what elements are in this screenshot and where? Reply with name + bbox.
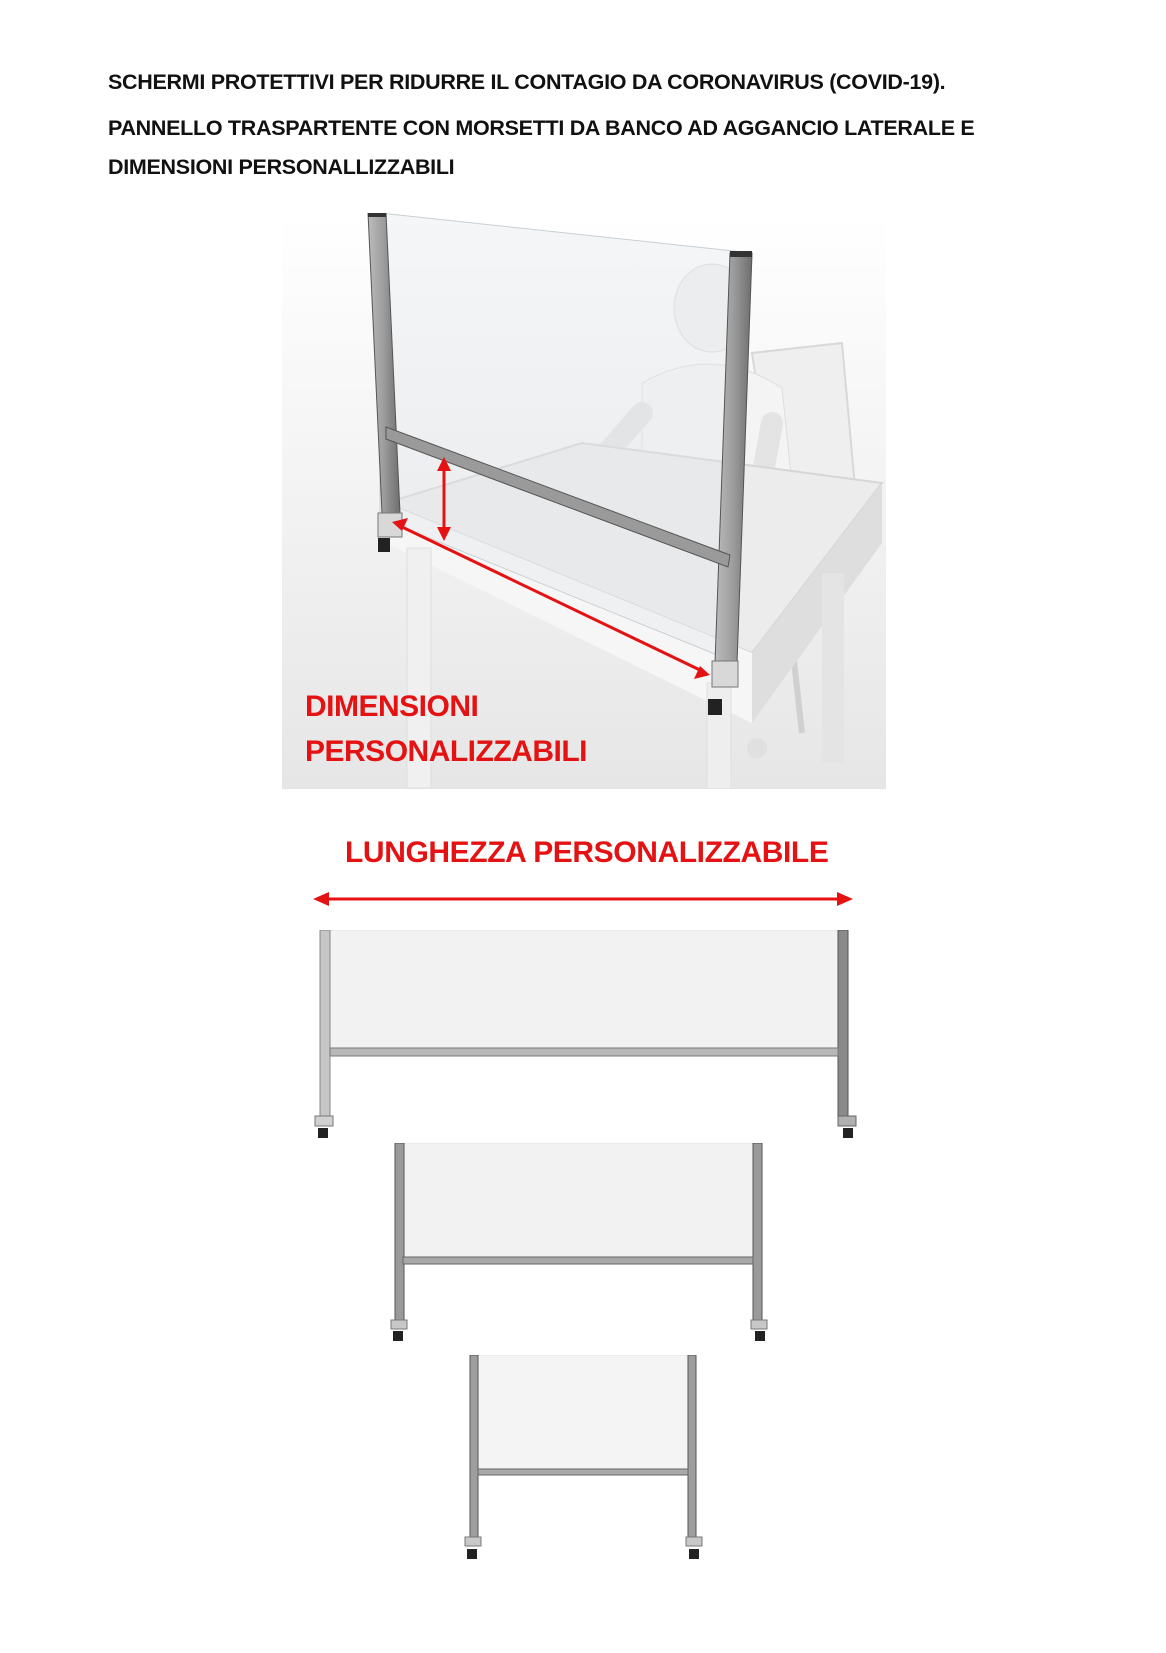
- panel-large: [310, 930, 860, 1140]
- title-line-2: PANNELLO TRASPARTENTE CON MORSETTI DA BANCO AD AGGANCIO LATERALE E: [108, 116, 975, 140]
- panel-small: [460, 1355, 710, 1575]
- customizable-dimensions-caption: [305, 684, 587, 774]
- length-label: LUNGHEZZA PERSONALIZZABILE: [345, 836, 829, 869]
- title-line-1: SCHERMI PROTETTIVI PER RIDURRE IL CONTAGIO DA CORONAVIRUS (COVID-19).: [108, 70, 946, 94]
- caption-line-2: PERSONALIZZABILI: [305, 735, 587, 768]
- title-line-3: DIMENSIONI PERSONALLIZZABILI: [108, 155, 455, 179]
- length-arrow: [313, 888, 853, 910]
- panel-medium: [385, 1143, 775, 1343]
- caption-line-1: DIMENSIONI: [305, 690, 479, 723]
